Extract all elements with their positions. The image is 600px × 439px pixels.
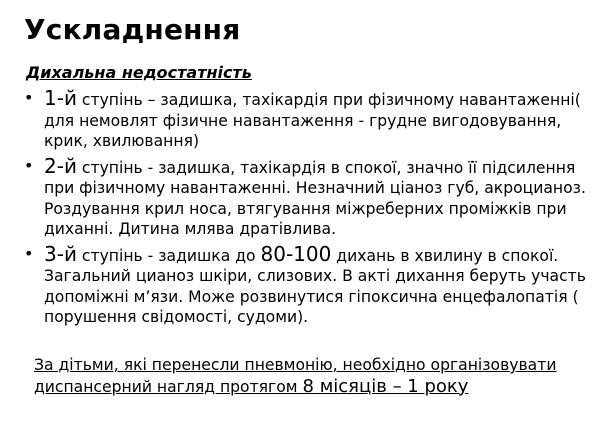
slide-subtitle: Дихальна недостатність xyxy=(26,63,252,82)
bullet-item-degree-2 xyxy=(24,153,590,240)
bullet-dot-icon: • xyxy=(24,243,34,263)
note-text: За дітьми, які перенесли пневмонію, необхідно організовувати диспансерний нагляд протягом xyxy=(34,356,557,396)
dispensary-note xyxy=(34,355,590,398)
bullet-dot-icon: • xyxy=(24,155,34,175)
bullet-dot-icon: • xyxy=(24,88,34,107)
bullet-lead: 1-й xyxy=(44,86,77,110)
bullet-lead: 3-й xyxy=(44,241,77,266)
note-duration: 8 місяців – 1 року xyxy=(302,376,469,397)
breathing-rate-number: 80-100 xyxy=(260,241,332,266)
bullet-lead: 2-й xyxy=(44,153,77,178)
bullet-text xyxy=(44,153,586,239)
bullet-list xyxy=(24,88,590,332)
slide-title: Ускладнення xyxy=(24,13,241,46)
bullet-item-degree-3 xyxy=(24,241,590,328)
bullet-body-end: дихань в хвилину в спокої. Загальний цианоз шкіри, слизових. В акті дихання беруть участь допоміжні м’язи. Може розвинутися гіпоксична енцефалопатія ( порушення свідомості, судоми). xyxy=(44,246,586,326)
bullet-text xyxy=(44,86,581,150)
bullet-body: ступінь – задишка, тахікардія при фізичному навантаженні( для немовлят фізичне навантаження - грудне вигодовування, крик, хвилювання) xyxy=(44,91,581,150)
bullet-item-degree-1 xyxy=(24,88,590,152)
bullet-text xyxy=(44,241,586,327)
bullet-body-start: ступінь - задишка до xyxy=(76,246,261,265)
bullet-body: ступінь - задишка, тахікардія в спокої, значно її підсилення при фізичному навантаженні. Незначний ціаноз губ, акроцианоз. Роздування крил носа, втягування міжреберних проміжків при диханні. Дитина млява дратівлива. xyxy=(44,158,586,238)
